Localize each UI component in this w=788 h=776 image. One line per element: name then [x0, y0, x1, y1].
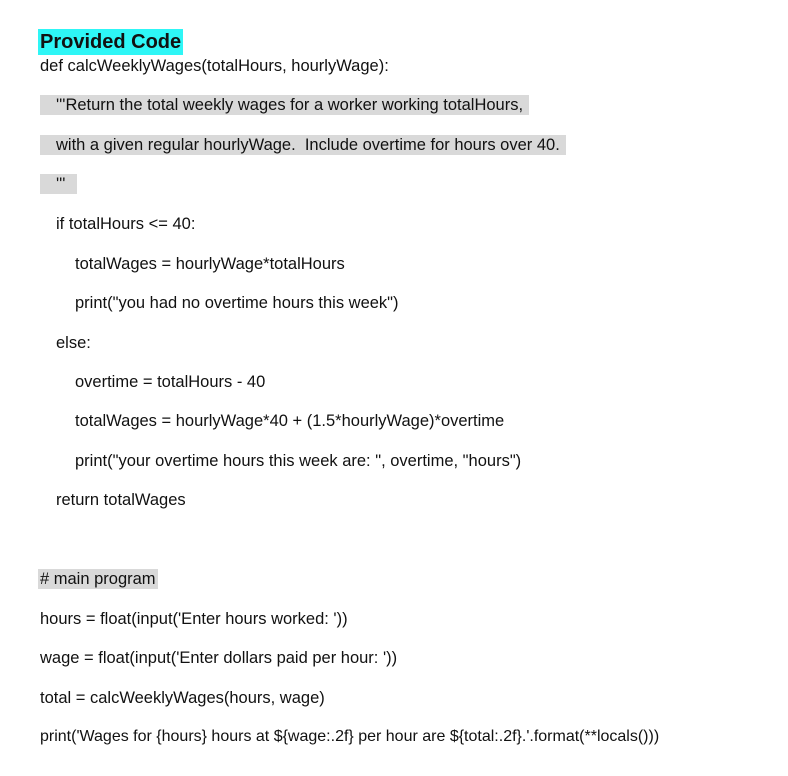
main-line-hours: hours = float(input('Enter hours worked: ')) — [40, 610, 348, 628]
function-definition-line: def calcWeeklyWages(totalHours, hourlyWage): — [40, 57, 389, 75]
code-line-overtime: overtime = totalHours - 40 — [75, 373, 266, 391]
docstring-line-1: '''Return the total weekly wages for a worker working totalHours, — [40, 95, 529, 115]
docstring-line-2: with a given regular hourlyWage. Include overtime for hours over 40. — [40, 135, 566, 155]
code-line-if: if totalHours <= 40: — [56, 215, 196, 233]
main-line-print: print('Wages for {hours} hours at ${wage:.2f} per hour are ${total:.2f}.'.format(**locals())) — [40, 728, 660, 745]
code-line-return: return totalWages — [56, 491, 186, 509]
docstring-line-3: ''' — [40, 174, 77, 194]
main-program-comment: # main program — [40, 570, 156, 588]
code-line-totalwages-overtime: totalWages = hourlyWage*40 + (1.5*hourlyWage)*overtime — [75, 412, 505, 430]
code-line-print-no-overtime: print("you had no overtime hours this week") — [75, 294, 399, 312]
main-line-total: total = calcWeeklyWages(hours, wage) — [40, 689, 325, 707]
code-line-print-overtime: print("your overtime hours this week are: ", overtime, "hours") — [75, 452, 522, 470]
code-line-else: else: — [56, 334, 91, 352]
document-title: Provided Code — [40, 31, 182, 53]
code-line-totalwages-regular: totalWages = hourlyWage*totalHours — [75, 255, 345, 273]
main-line-wage: wage = float(input('Enter dollars paid per hour: ')) — [40, 649, 398, 667]
